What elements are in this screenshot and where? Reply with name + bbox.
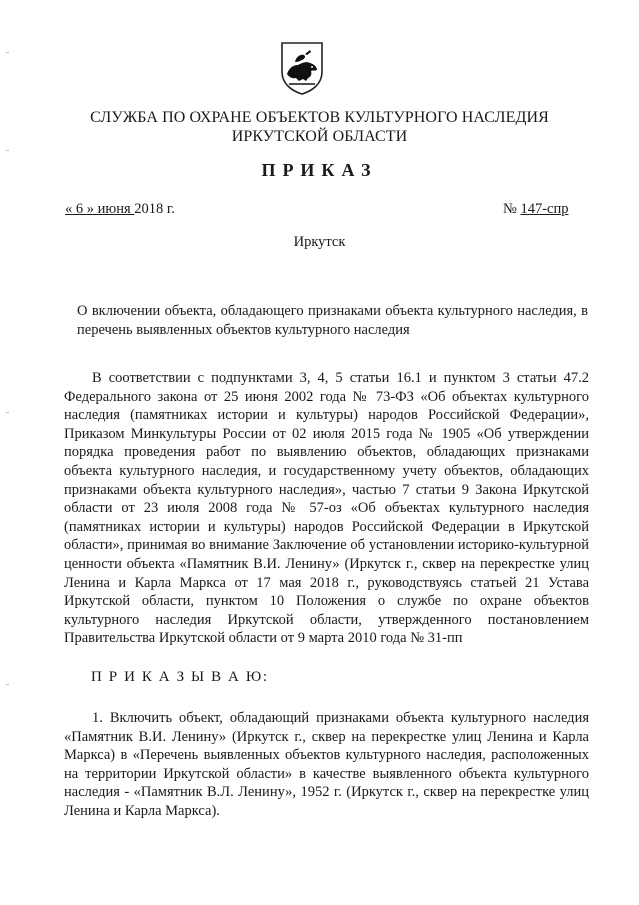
date-year: 2018 г. [134, 201, 175, 217]
order-number-prefix: № [503, 201, 521, 217]
city-name: Иркутск [293, 234, 346, 250]
scan-mark [6, 52, 9, 53]
scan-mark [6, 684, 9, 685]
order-number [503, 201, 569, 218]
order-item-1 [64, 709, 589, 821]
order-subject: О включении объекта, обладающего признаками объекта культурного наследия, в перечень выявленных объектов культурного наследия [77, 303, 588, 338]
order-date [65, 201, 175, 218]
document-title: ПРИКАЗ [261, 160, 378, 180]
order-item-text: 1. Включить объект, обладающий признаками объекта культурного наследия «Памятник В.И. Ленину» (Иркутск г., сквер на перекрестке улиц Ленина и Карла Маркса) в «Перечень выявленных объектов культурного наследия, расположенных на территории Иркутской области» в качестве выявленного объекта культурного наследия - «Памятник В.Л. Ленину», 1952 г. (Иркутск г., сквер на перекрестке улиц Ленина и Карла Маркса). [64, 710, 589, 819]
order-number-value: 147-спр [520, 201, 569, 217]
order-heading: П Р И К А З Ы В А Ю: [91, 669, 269, 685]
preamble-paragraph [64, 369, 589, 648]
date-month: июня [94, 201, 135, 217]
preamble-text: В соответствии с подпунктами 3, 4, 5 статьи 16.1 и пунктом 3 статьи 47.2 Федерального закона от 25 июня 2002 года № 73-ФЗ «Об объектах культурного наследия (памятниках истории и культуры) народов Российской Федерации», Приказом Минкультуры России от 02 июля 2015 года № 1905 «Об утверждении порядка проведения работ по выявлению объектов, обладающих признаками объекта культурного наследия, и государственному учету объектов, обладающих признаками объекта культурного наследия», частью 7 статьи 9 Закона Иркутской области от 23 июля 2008 года № 57-оз «Об объектах культурного наследия (памятниках истории и культуры) народов Российской Федерации в Иркутской области», принимая во внимание Заключение об установлении историко-культурной ценности объекта «Памятник В.И. Ленину» (Иркутск г., сквер на перекрестке улиц Ленина и Карла Маркса от 17 мая 2018 г., руководствуясь статьей 21 Устава Иркутской области, пунктом 10 Положения о службе по охране объектов культурного наследия Иркутской области, утвержденного постановлением Правительства Иркутской области от 9 марта 2010 года № 31-пп [64, 370, 589, 647]
scan-mark [6, 412, 9, 413]
date-day: 6 [72, 201, 87, 217]
date-close-quote: » [86, 201, 94, 217]
agency-name-line2: ИРКУТСКОЙ ОБЛАСТИ [231, 128, 408, 145]
date-open-quote: « [65, 201, 73, 217]
agency-name-line1: СЛУЖБА ПО ОХРАНЕ ОБЪЕКТОВ КУЛЬТУРНОГО НАСЛЕДИЯ [90, 109, 549, 126]
irkutsk-emblem-icon [279, 40, 325, 96]
scan-mark [6, 150, 9, 151]
